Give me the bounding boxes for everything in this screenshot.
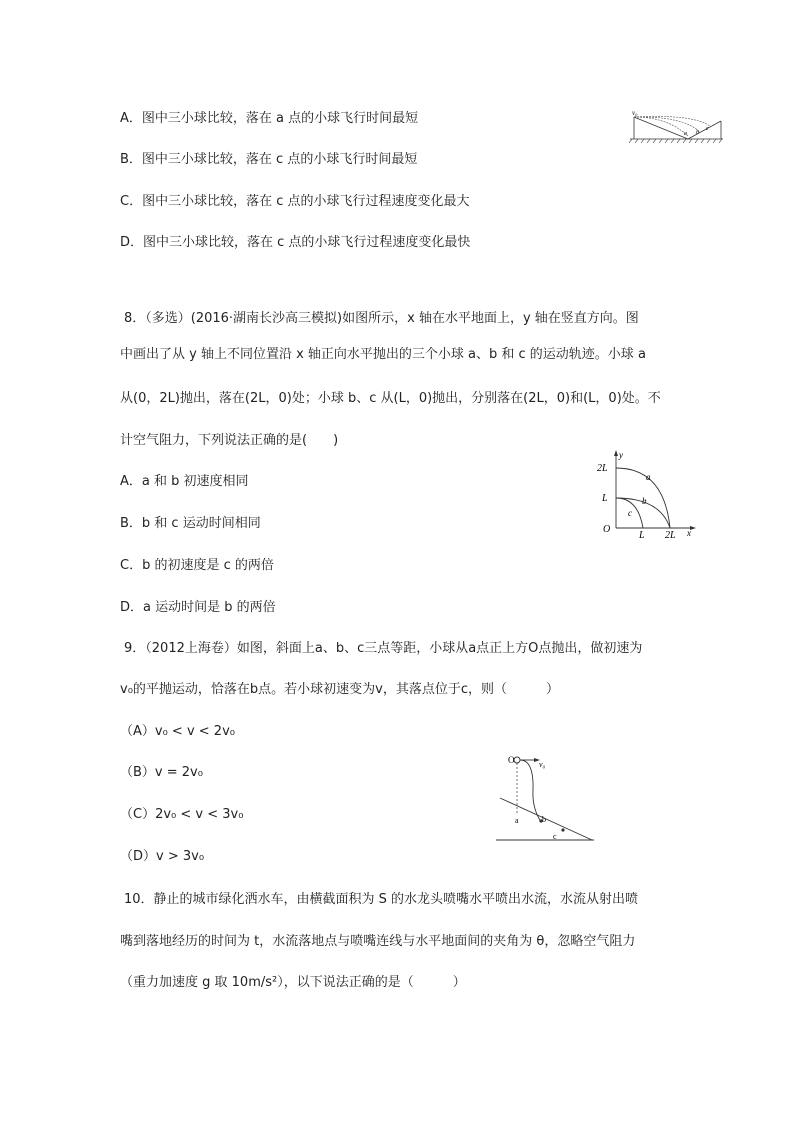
q9-stem-line-1: 9．（2012上海卷）如图，斜面上a、b、c三点等距，小球从a点正上方O点抛出，做初速为: [124, 641, 643, 656]
q8-fig-x-l: L: [639, 530, 645, 541]
q8-option-c: C．b 的初速度是 c 的两倍: [120, 558, 274, 573]
q9-figure: [496, 750, 596, 845]
q8-option-b: B．b 和 c 运动时间相同: [120, 516, 261, 531]
q8-option-d: D．a 运动时间是 b 的两倍: [120, 600, 276, 615]
q10-stem-line-1: 10．静止的城市绿化洒水车，由横截面积为 S 的水龙头喷嘴水平喷出水流，水流从射出喷: [124, 892, 639, 907]
q8-fig-x-label: x: [687, 528, 691, 538]
q8-stem-line-1: 8．（多选）(2016·湖南长沙高三模拟)如图所示，x 轴在水平地面上，y 轴在竖直方向。图: [124, 311, 639, 326]
q7-fig-v-label: v₀: [632, 109, 638, 117]
q9-fig-point-b: b: [542, 815, 546, 824]
q8-fig-y-2l: 2L: [597, 463, 608, 474]
q9-option-c: （C）2v₀ < v < 3v₀: [120, 807, 244, 822]
q7-fig-point-a: a: [684, 131, 687, 137]
q10-stem-line-2: 嘴到落地经历的时间为 t，水流落地点与喷嘴连线与水平地面间的夹角为 θ，忽略空气阻力: [120, 934, 636, 949]
q9-fig-point-c: c: [553, 832, 557, 841]
q8-stem-line-2: 中画出了从 y 轴上不同位置沿 x 轴正向水平抛出的三个小球 a、b 和 c 的运动轨迹。小球 a: [120, 347, 646, 362]
q8-stem-line-3: 从(0，2L)抛出，落在(2L，0)处；小球 b、c 从(L，0)抛出，分别落在(2L，0)和(L，0)处。不: [120, 391, 661, 406]
q9-option-a: （A）v₀ < v < 2v₀: [120, 724, 235, 739]
q9-option-b: （B）v = 2v₀: [120, 765, 203, 780]
q7-fig-point-c: c: [706, 126, 709, 132]
q7-option-b: B．图中三小球比较，落在 c 点的小球飞行时间最短: [120, 152, 418, 167]
q8-fig-origin: O: [603, 524, 611, 535]
q8-fig-curve-b: b: [642, 496, 647, 506]
q8-stem-line-4: 计空气阻力，下列说法正确的是( ): [120, 433, 339, 448]
q8-fig-curve-a: a: [646, 472, 651, 482]
q8-option-a: A．a 和 b 初速度相同: [120, 474, 249, 489]
q8-fig-curve-c: c: [628, 508, 632, 518]
q8-figure: [594, 448, 700, 542]
q7-option-d: D．图中三小球比较，落在 c 点的小球飞行过程速度变化最快: [120, 235, 471, 250]
q7-figure: [628, 104, 726, 146]
q9-stem-line-2: v₀的平抛运动，恰落在b点。若小球初速变为v，其落点位于c，则（ ）: [120, 682, 559, 697]
q8-fig-y-l: L: [602, 493, 608, 504]
q7-option-a: A．图中三小球比较，落在 a 点的小球飞行时间最短: [120, 111, 419, 126]
q8-fig-y-label: y: [619, 450, 623, 460]
q10-stem-line-3: （重力加速度 g 取 10m/s²），以下说法正确的是（ ）: [120, 975, 466, 990]
q9-fig-o: O: [508, 755, 515, 765]
q7-option-c: C．图中三小球比较，落在 c 点的小球飞行过程速度变化最大: [120, 194, 470, 209]
q9-fig-v0: v₀: [539, 760, 546, 769]
q8-fig-x-2l: 2L: [665, 530, 676, 541]
q9-fig-point-a: a: [515, 816, 519, 825]
q9-option-d: （D）v > 3v₀: [120, 849, 205, 864]
q7-fig-point-b: b: [696, 130, 699, 136]
